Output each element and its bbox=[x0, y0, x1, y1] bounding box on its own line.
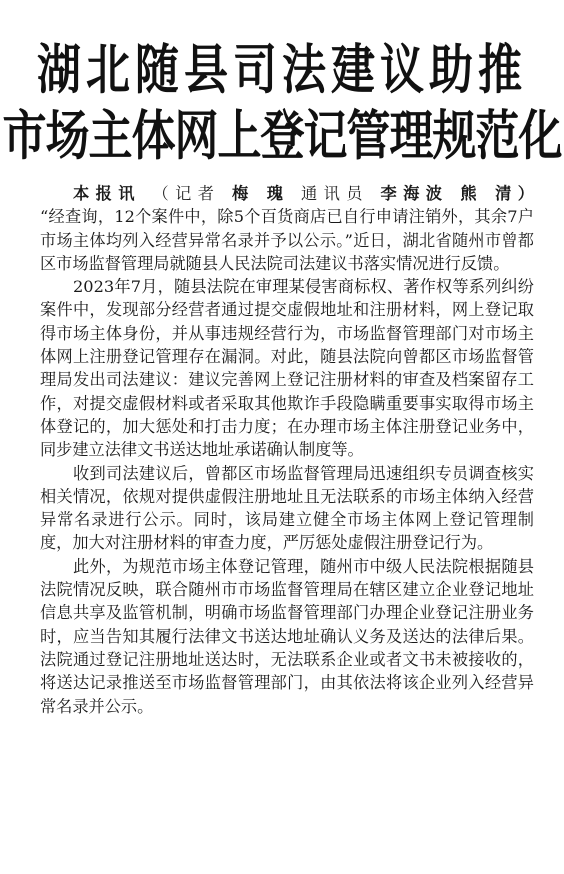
byline-reporter-name: 梅 瑰 bbox=[232, 184, 290, 203]
byline-source: 本报讯 bbox=[73, 184, 141, 203]
article-body bbox=[40, 182, 534, 718]
byline-reporter-role: （记者 bbox=[152, 184, 221, 203]
paragraph-1: “经查询，12个案件中，除5个百货商店已自行申请注销外，其余7户市场主体均列入经营异常名录并予以公示。”近日，湖北省随州市曾都区市场监督管理局就随县人民法院司法建议书落实情况进行反馈。 bbox=[40, 207, 534, 273]
byline bbox=[40, 182, 534, 205]
headline-line-1: 湖北随县司法建议助推 bbox=[37, 39, 527, 102]
byline-correspondent-role: 通讯员 bbox=[300, 184, 369, 203]
paragraph-3: 收到司法建议后，曾都区市场监督管理局迅速组织专员调查核实相关情况，依规对提供虚假注册地址且无法联系的市场主体纳入经营异常名录进行公示。同时，该局建立健全市场主体网上登记管理制度，加大对注册材料的审查力度，严厉惩处虚假注册登记行为。 bbox=[40, 463, 534, 553]
paragraph-2: 2023年7月，随县法院在审理某侵害商标权、著作权等系列纠纷案件中，发现部分经营者通过提交虚假地址和注册材料，网上登记取得市场主体身份，并从事违规经营行为，市场监督管理部门对市场主体网上注册登记管理存在漏洞。对此，随县法院向曾都区市场监督管理局发出司法建议：建议完善网上登记注册材料的审查及档案留存工作，对提交虚假材料或者采取其他欺诈手段隐瞒重要事实取得市场主体登记的，加大惩处和打击力度；在办理市场主体注册登记业务中，同步建立法律文书送达地址承诺确认制度等。 bbox=[40, 277, 534, 460]
byline-correspondent-names: 李海波 熊 清） bbox=[380, 184, 534, 203]
paragraph-4: 此外，为规范市场主体登记管理，随州市中级人民法院根据随县法院情况反映，联合随州市市场监督管理局在辖区建立企业登记地址信息共享及监管机制，明确市场监督管理部门办理企业登记注册业务时，应当告知其履行法律文书送达地址确认义务及送达的法律后果。法院通过登记注册地址送达时，无法联系企业或者文书未被接收的，将送达记录推送至市场监督管理部门，由其依法将该企业列入经营异常名录并公示。 bbox=[40, 556, 534, 716]
headline-line-2: 市场主体网上登记管理规范化 bbox=[2, 105, 562, 168]
